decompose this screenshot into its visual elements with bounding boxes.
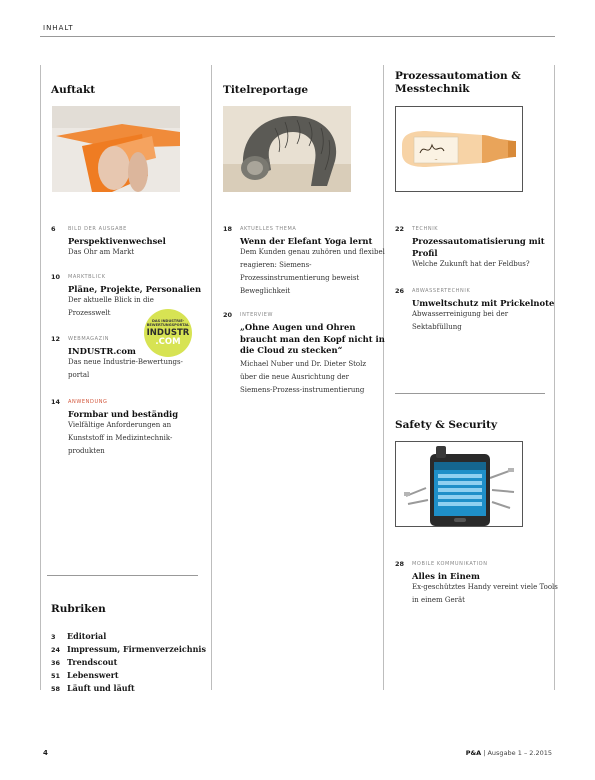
page-number: 26 xyxy=(395,287,405,295)
page-number: 22 xyxy=(395,225,405,233)
header-label: INHALT xyxy=(43,24,74,32)
rubriken-label: Editorial xyxy=(67,631,107,641)
entry-category: MARKTBLICK xyxy=(68,274,106,280)
page-number: 12 xyxy=(51,335,61,343)
entry-description: Ex-geschütztes Handy vereint viele Tools in einem Gerät xyxy=(412,583,558,604)
rubriken-label: Lebenswert xyxy=(67,670,119,680)
entry-category: INTERVIEW xyxy=(240,312,274,318)
entry-category: ABWASSERTECHNIK xyxy=(412,288,471,294)
entry-category: AKTUELLES THEMA xyxy=(240,226,297,232)
column-divider xyxy=(211,65,212,690)
rubriken-item[interactable] xyxy=(51,643,206,657)
footer-brand: P&A xyxy=(465,749,482,757)
rubriken-item[interactable] xyxy=(51,630,106,644)
column-divider xyxy=(383,65,384,690)
rubriken-item[interactable] xyxy=(51,682,135,696)
entry-description: Abwasserreinigung bei der Sektabfüllung xyxy=(412,310,509,331)
entry[interactable] xyxy=(223,311,383,411)
section-title-titelreportage: Titelreportage xyxy=(223,84,309,96)
footer-issue: P&A | Ausgabe 1 – 2.2015 xyxy=(465,749,552,757)
page-number: 14 xyxy=(51,398,61,406)
entry[interactable] xyxy=(395,225,555,275)
safety-rule xyxy=(395,393,545,394)
entry[interactable] xyxy=(395,287,555,337)
entry-title: Umweltschutz mit Prickelnote xyxy=(412,298,555,308)
page-number: 24 xyxy=(51,646,61,654)
column-divider xyxy=(40,65,41,690)
page-number: 58 xyxy=(51,685,61,693)
entry-description: Michael Nuber und Dr. Dieter Stolz über die neue Ausrichtung der Siemens-Prozess-instrumentierung xyxy=(240,360,367,394)
auftakt-image xyxy=(52,106,180,192)
page-number: 36 xyxy=(51,659,61,667)
entry-category: BILD DER AUSGABE xyxy=(68,226,127,232)
rubriken-label: Trendscout xyxy=(67,657,118,667)
entry-title: Pläne, Projekte, Personalien xyxy=(68,284,202,294)
elephant-trunk-image xyxy=(223,106,351,192)
page-number: 6 xyxy=(51,225,56,233)
rubriken-label: Läuft und läuft xyxy=(67,683,135,693)
entry-description: Der aktuelle Blick in die Prozesswelt xyxy=(68,296,154,317)
entry-description: Dem Kunden genau zuhören und flexibel reagieren: Siemens-Prozessinstrumentierung beweist Beweglichkeit xyxy=(240,248,385,295)
entry-category: TECHNIK xyxy=(412,226,439,232)
section-title-safety: Safety & Security xyxy=(395,419,498,431)
badge-logo-text: INDUSTR xyxy=(146,328,190,338)
entry-description: Das neue Industrie-Bewertungs-portal xyxy=(68,358,183,379)
section-title-rubriken: Rubriken xyxy=(51,603,106,615)
badge-logo-suffix: .COM xyxy=(155,337,181,347)
ex-phone-image xyxy=(395,441,523,527)
page-number-footer: 4 xyxy=(43,749,48,757)
footer-issue-text: Ausgabe 1 – 2.2015 xyxy=(487,749,552,757)
header-rule xyxy=(40,36,555,37)
entry-title: Wenn der Elefant Yoga lernt xyxy=(240,236,373,246)
page-number: 51 xyxy=(51,672,61,680)
industr-badge xyxy=(144,309,192,357)
rubriken-label: Impressum, Firmenverzeichnis xyxy=(67,644,206,654)
rubriken-item[interactable] xyxy=(51,669,119,683)
entry-description: Das Ohr am Markt xyxy=(68,248,135,256)
entry-category: MOBILE KOMMUNIKATION xyxy=(412,561,488,567)
rubriken-item[interactable] xyxy=(51,656,117,670)
entry[interactable] xyxy=(51,398,211,458)
entry[interactable] xyxy=(395,560,558,610)
badge-tagline: DAS INDUSTRIE-BEWERTUNGSPORTAL xyxy=(146,319,190,327)
page-number: 18 xyxy=(223,225,233,233)
entry[interactable] xyxy=(223,225,383,300)
entry-title: Prozessautomatisierung mit Profil xyxy=(412,236,545,258)
page-number: 20 xyxy=(223,311,233,319)
page-number: 10 xyxy=(51,273,61,281)
entry-category: WEBMAGAZIN xyxy=(68,336,110,342)
entry-title: Alles in Einem xyxy=(412,571,480,581)
section-title-auftakt: Auftakt xyxy=(51,84,96,96)
svg-text:~: ~ xyxy=(434,157,438,162)
rubriken-rule xyxy=(47,575,198,576)
sparkling-wine-bottle-image xyxy=(395,106,523,192)
entry-title: Perspektivenwechsel xyxy=(68,236,166,246)
entry-title: INDUSTR.com xyxy=(68,346,136,356)
entry-title: „Ohne Augen und Ohren braucht man den Kopf nicht in die Cloud zu stecken“ xyxy=(240,322,385,355)
entry[interactable] xyxy=(51,273,211,323)
section-title-prozessautomation: Prozessautomation & Messtechnik xyxy=(395,70,521,95)
entry[interactable] xyxy=(51,225,211,265)
page-number: 3 xyxy=(51,633,56,641)
entry-description: Vielfältige Anforderungen an Kunststoff in Medizintechnik-produkten xyxy=(68,421,173,455)
entry-description: Welche Zukunft hat der Feldbus? xyxy=(412,260,530,268)
page-number: 28 xyxy=(395,560,405,568)
entry-title: Formbar und beständig xyxy=(68,409,179,419)
entry-category: ANWENDUNG xyxy=(68,399,108,405)
